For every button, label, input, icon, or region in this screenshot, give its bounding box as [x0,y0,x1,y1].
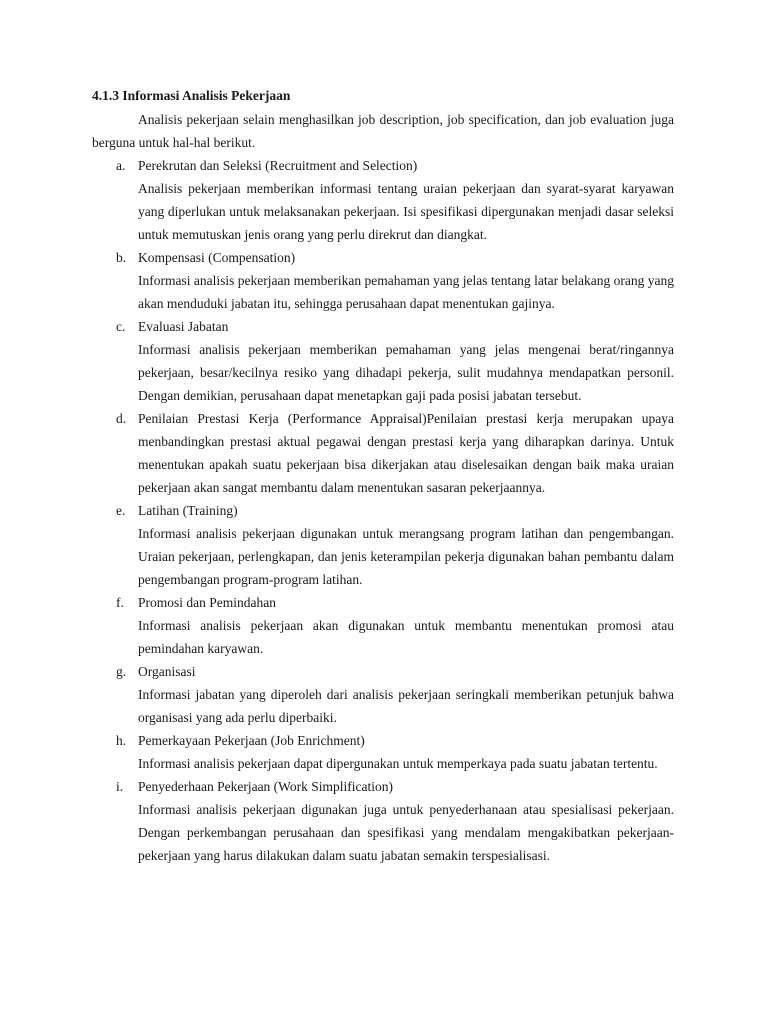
list-item-body: Informasi analisis pekerjaan akan digunakan untuk membantu menentukan promosi atau pemindahan karyawan. [138,618,674,656]
list-item-title: Kompensasi (Compensation) [138,250,296,265]
list-item-c [92,315,674,407]
list-item-title: Latihan (Training) [138,503,238,518]
list-item-body: Informasi analisis pekerjaan digunakan juga untuk penyederhanaan atau spesialisasi pekerjaan. Dengan perkembangan perusahaan dan spesifikasi yang mendalam mengakibatkan pekerjaan-pekerjaan yang harus dilakukan dalam suatu jabatan semakin terspesialisasi. [138,802,674,863]
list-item-title: Penyederhaan Pekerjaan (Work Simplification) [138,779,393,794]
list-item-body: Informasi analisis pekerjaan memberikan pemahaman yang jelas tentang latar belakang orang yang akan menduduki jabatan itu, sehingga perusahaan dapat menentukan gajinya. [138,273,674,311]
list-marker: e. [116,503,126,518]
list-item-body: Informasi jabatan yang diperoleh dari analisis pekerjaan seringkali memberikan petunjuk bahwa organisasi yang ada perlu diperbaiki. [138,687,674,725]
list-item-f [92,591,674,660]
list-marker: a. [116,158,126,173]
document-page [92,84,674,867]
list-item-body: Informasi analisis pekerjaan memberikan pemahaman yang jelas mengenai berat/ringannya pekerjaan, besar/kecilnya resiko yang dihadapi pekerja, sulit mudahnya mendapatkan personil. Dengan demikian, perusahaan dapat menetapkan gaji pada posisi jabatan tersebut. [138,342,674,403]
list-item-title: Promosi dan Pemindahan [138,595,276,610]
list-marker: h. [116,733,127,748]
list-item-body: Analisis pekerjaan memberikan informasi tentang uraian pekerjaan dan syarat-syarat karyawan yang diperlukan untuk melaksanakan pekerjaan. Isi spesifikasi dipergunakan menjadi dasar seleksi untuk memutuskan jenis orang yang perlu direkrut dan diangkat. [138,181,674,242]
list-item-g [92,660,674,729]
section-heading: 4.1.3 Informasi Analisis Pekerjaan [92,88,291,103]
list-marker: f. [116,595,124,610]
intro-paragraph: Analisis pekerjaan selain menghasilkan job description, job specification, dan job evaluation juga berguna untuk hal-hal berikut. [92,112,674,150]
list-marker: i. [116,779,124,794]
list-item-body: Informasi analisis pekerjaan digunakan untuk merangsang program latihan dan pengembangan. Uraian pekerjaan, perlengkapan, dan jenis keterampilan pekerja digunakan bahan pembantu dalam pengembangan program-program latihan. [138,526,674,587]
list-item-body: Informasi analisis pekerjaan dapat dipergunakan untuk memperkaya pada suatu jabatan tertentu. [138,756,658,771]
list-item-title: Pemerkayaan Pekerjaan (Job Enrichment) [138,733,365,748]
list-marker: g. [116,664,127,679]
list-item-h [92,729,674,775]
list-marker: c. [116,319,126,334]
list-item-d [92,407,674,499]
list-item-body: Penilaian Prestasi Kerja (Performance Appraisal)Penilaian prestasi kerja merupakan upaya menbandingkan prestasi aktual pegawai dengan prestasi kerja yang diharapkan darinya. Untuk menentukan apakah suatu pekerjaan bisa dikerjakan atau diselesaikan dengan baik maka uraian pekerjaan akan sangat membantu dalam menentukan sasaran pekerjaannya. [138,411,674,495]
list-marker: d. [116,411,127,426]
list-marker: b. [116,250,127,265]
list-item-a [92,154,674,246]
list-item-title: Organisasi [138,664,196,679]
list-item-i [92,775,674,867]
usage-list [92,154,674,867]
list-item-title: Perekrutan dan Seleksi (Recruitment and Selection) [138,158,418,173]
list-item-title: Evaluasi Jabatan [138,319,229,334]
list-item-e [92,499,674,591]
list-item-b [92,246,674,315]
